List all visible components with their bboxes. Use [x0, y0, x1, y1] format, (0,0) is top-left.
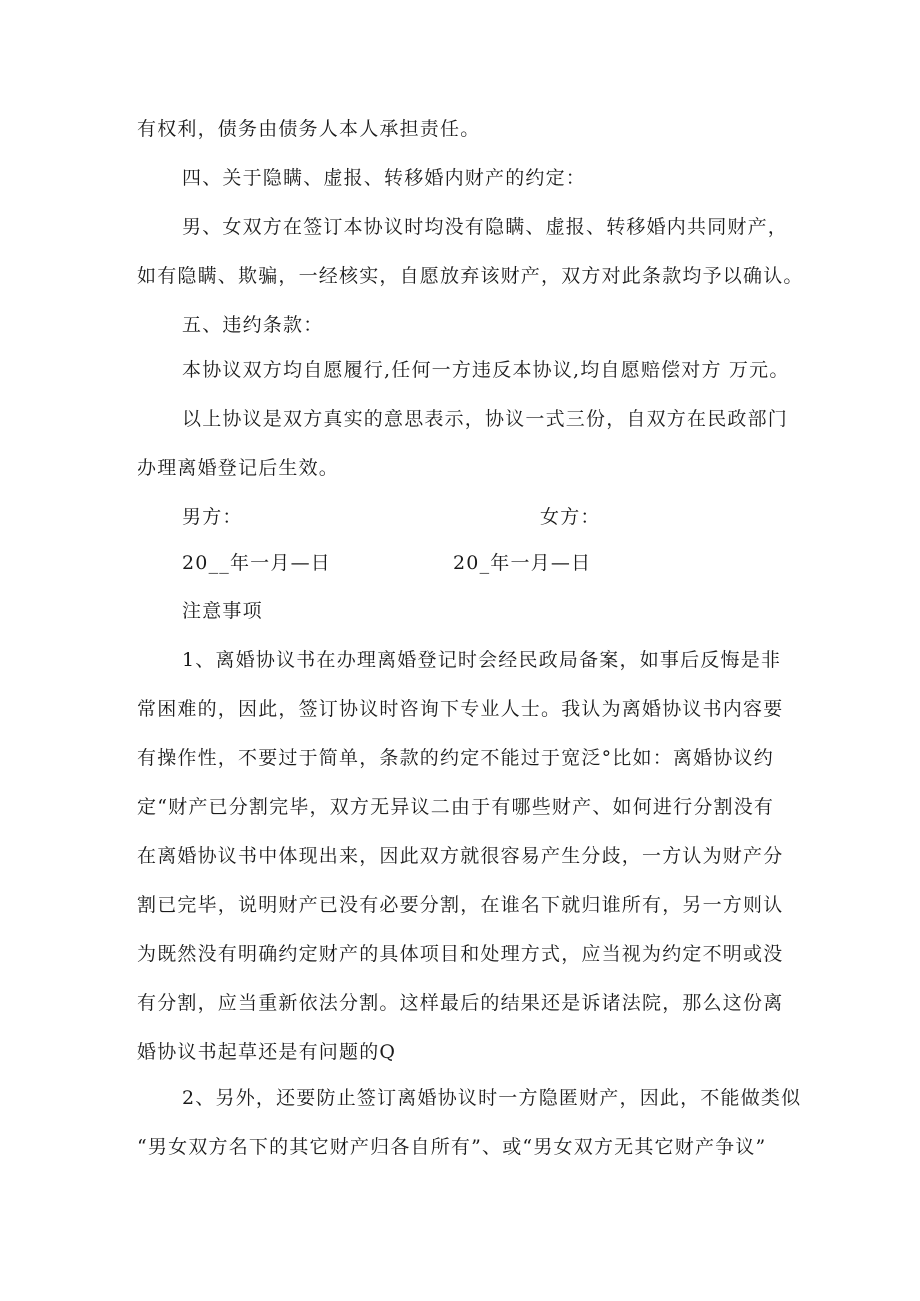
notes-line: 有操作性，不要过于简单，条款的约定不能过于宽泛°比如：离婚协议约	[137, 747, 774, 769]
paragraph-line: 如有隐瞒、欺骗，一经核实，自愿放弃该财产，双方对此条款均予以确认。	[137, 265, 804, 287]
paragraph-line: 有权利，债务由债务人本人承担责任。	[137, 118, 481, 140]
notes-line: 在离婚协议书中体现出来，因此双方就很容易产生分歧，一方认为财产分	[137, 845, 784, 867]
notes-line: 为既然没有明确约定财产的具体项目和处理方式，应当视为约定不明或没	[137, 943, 784, 965]
male-signature-date: 20__年一月—日	[182, 552, 331, 574]
female-signature-date: 20_年一月—日	[453, 552, 592, 574]
notes-line: 割已完毕，说明财产已没有必要分割，在谁名下就归谁所有，另一方则认	[137, 894, 784, 916]
notes-title: 注意事项	[182, 600, 263, 622]
notes-line: 2、另外，还要防止签订离婚协议时一方隐匿财产，因此，不能做类似	[182, 1087, 802, 1109]
paragraph-line: 办理离婚登记后生效。	[137, 457, 340, 479]
paragraph-line: 以上协议是双方真实的意思表示，协议一式三份，自双方在民政部门	[182, 408, 789, 430]
notes-line: 定“财产已分割完毕，双方无异议二由于有哪些财产、如何进行分割没有	[137, 796, 775, 818]
notes-line: 常困难的，因此，签订协议时咨询下专业人士。我认为离婚协议书内容要	[137, 698, 784, 720]
notes-line: 有分割，应当重新依法分割。这样最后的结果还是诉诸法院，那么这份离	[137, 992, 784, 1014]
notes-line: “男女双方名下的其它财产归各自所有”、或“男女双方无其它财产争议”	[137, 1136, 767, 1158]
paragraph-line: 男、女双方在签订本协议时均没有隐瞒、虚报、转移婚内共同财产，	[182, 216, 789, 238]
male-signature-label: 男方：	[182, 506, 243, 528]
section-heading-concealment: 四、关于隐瞒、虚报、转移婚内财产的约定：	[182, 167, 587, 189]
female-signature-label: 女方：	[540, 506, 601, 528]
notes-line: 婚协议书起草还是有问题的Q	[137, 1041, 397, 1063]
section-heading-breach: 五、违约条款：	[182, 314, 324, 336]
paragraph-line: 本协议双方均自愿履行,任何一方违反本协议,均自愿赔偿对方 万元。	[182, 359, 790, 381]
notes-line: 1、离婚协议书在办理离婚登记时会经民政局备案，如事后反悔是非	[182, 649, 782, 671]
